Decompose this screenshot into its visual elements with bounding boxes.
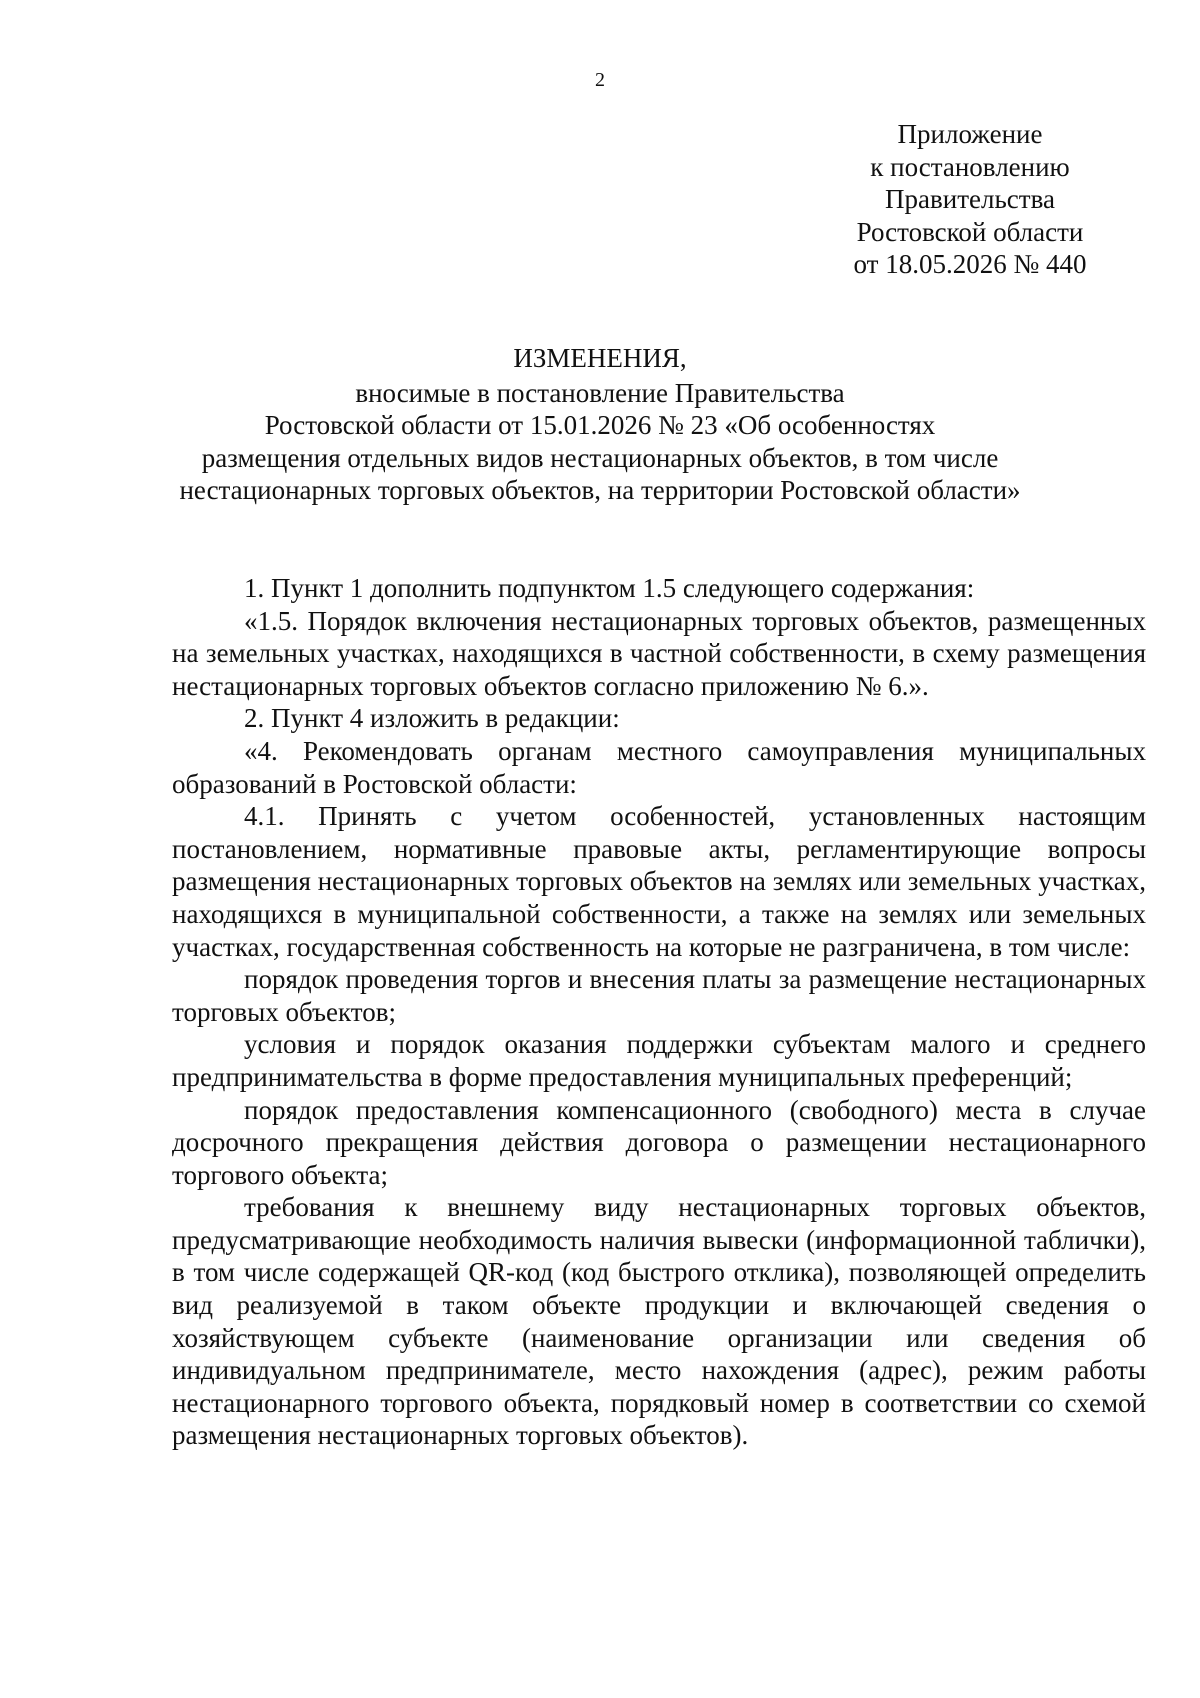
body-paragraph: «4. Рекомендовать органам местного самоуправления муниципальных образований в Ростовской области: bbox=[172, 735, 1146, 799]
page-number: 2 bbox=[595, 69, 605, 91]
appendix-line: к постановлению bbox=[870, 151, 1070, 182]
body-paragraph: «1.5. Порядок включения нестационарных торговых объектов, размещенных на земельных участках, находящихся в частной собственности, в схему размещения нестационарных торговых объектов согласно приложению № 6.». bbox=[172, 605, 1146, 701]
document-body bbox=[172, 572, 1146, 1452]
appendix-line: Приложение bbox=[897, 119, 1043, 149]
body-paragraph: порядок проведения торгов и внесения платы за размещение нестационарных торговых объектов; bbox=[172, 964, 1146, 1027]
body-paragraph: требования к внешнему виду нестационарных торговых объектов, предусматривающие необходимость наличия вывески (информационной таблички), в том числе содержащей QR-код (код быстрого отклика), позволяющей определить вид реализуемой в таком объекте продукции и включающей сведения о хозяйствующем субъекте (наименование организации или сведения об индивидуальном предпринимателе, место нахождения (адрес), режим работы нестационарного торгового объекта, порядковый номер в соответствии со схемой размещения нестационарных торговых объектов). bbox=[172, 1192, 1146, 1451]
appendix-line: Правительства bbox=[885, 184, 1055, 214]
appendix-header bbox=[820, 118, 1120, 281]
document-subtitle-line: вносимые в постановление Правительства bbox=[355, 377, 845, 408]
document-title: ИЗМЕНЕНИЯ, bbox=[513, 343, 687, 373]
document-subtitle-line: нестационарных торговых объектов, на территории Ростовской области» bbox=[179, 475, 1021, 505]
body-paragraph: 1. Пункт 1 дополнить подпунктом 1.5 следующего содержания: bbox=[244, 573, 975, 603]
body-paragraph: условия и порядок оказания поддержки субъектам малого и среднего предпринимательства в форме предоставления муниципальных преференций; bbox=[172, 1029, 1146, 1092]
document-subtitle-line: размещения отдельных видов нестационарных объектов, в том числе bbox=[201, 442, 999, 473]
document-subtitle-line: Ростовской области от 15.01.2026 № 23 «Об особенностях bbox=[264, 410, 936, 440]
body-paragraph: 2. Пункт 4 изложить в редакции: bbox=[244, 703, 620, 734]
body-paragraph: порядок предоставления компенсационного (свободного) места в случае досрочного прекращения действия договора о размещении нестационарного торгового объекта; bbox=[172, 1094, 1146, 1190]
appendix-line: Ростовской области bbox=[856, 216, 1084, 247]
document-title-block bbox=[0, 342, 1200, 507]
appendix-line: от 18.05.2026 № 440 bbox=[853, 249, 1087, 279]
body-paragraph: 4.1. Принять с учетом особенностей, установленных настоящим постановлением, нормативные правовые акты, регламентирующие вопросы размещения нестационарных торговых объектов на землях или земельных участках, находящихся в муниципальной собственности, а также на землях или земельных участках, государственная собственность на которые не разграничена, в том числе: bbox=[172, 801, 1146, 962]
